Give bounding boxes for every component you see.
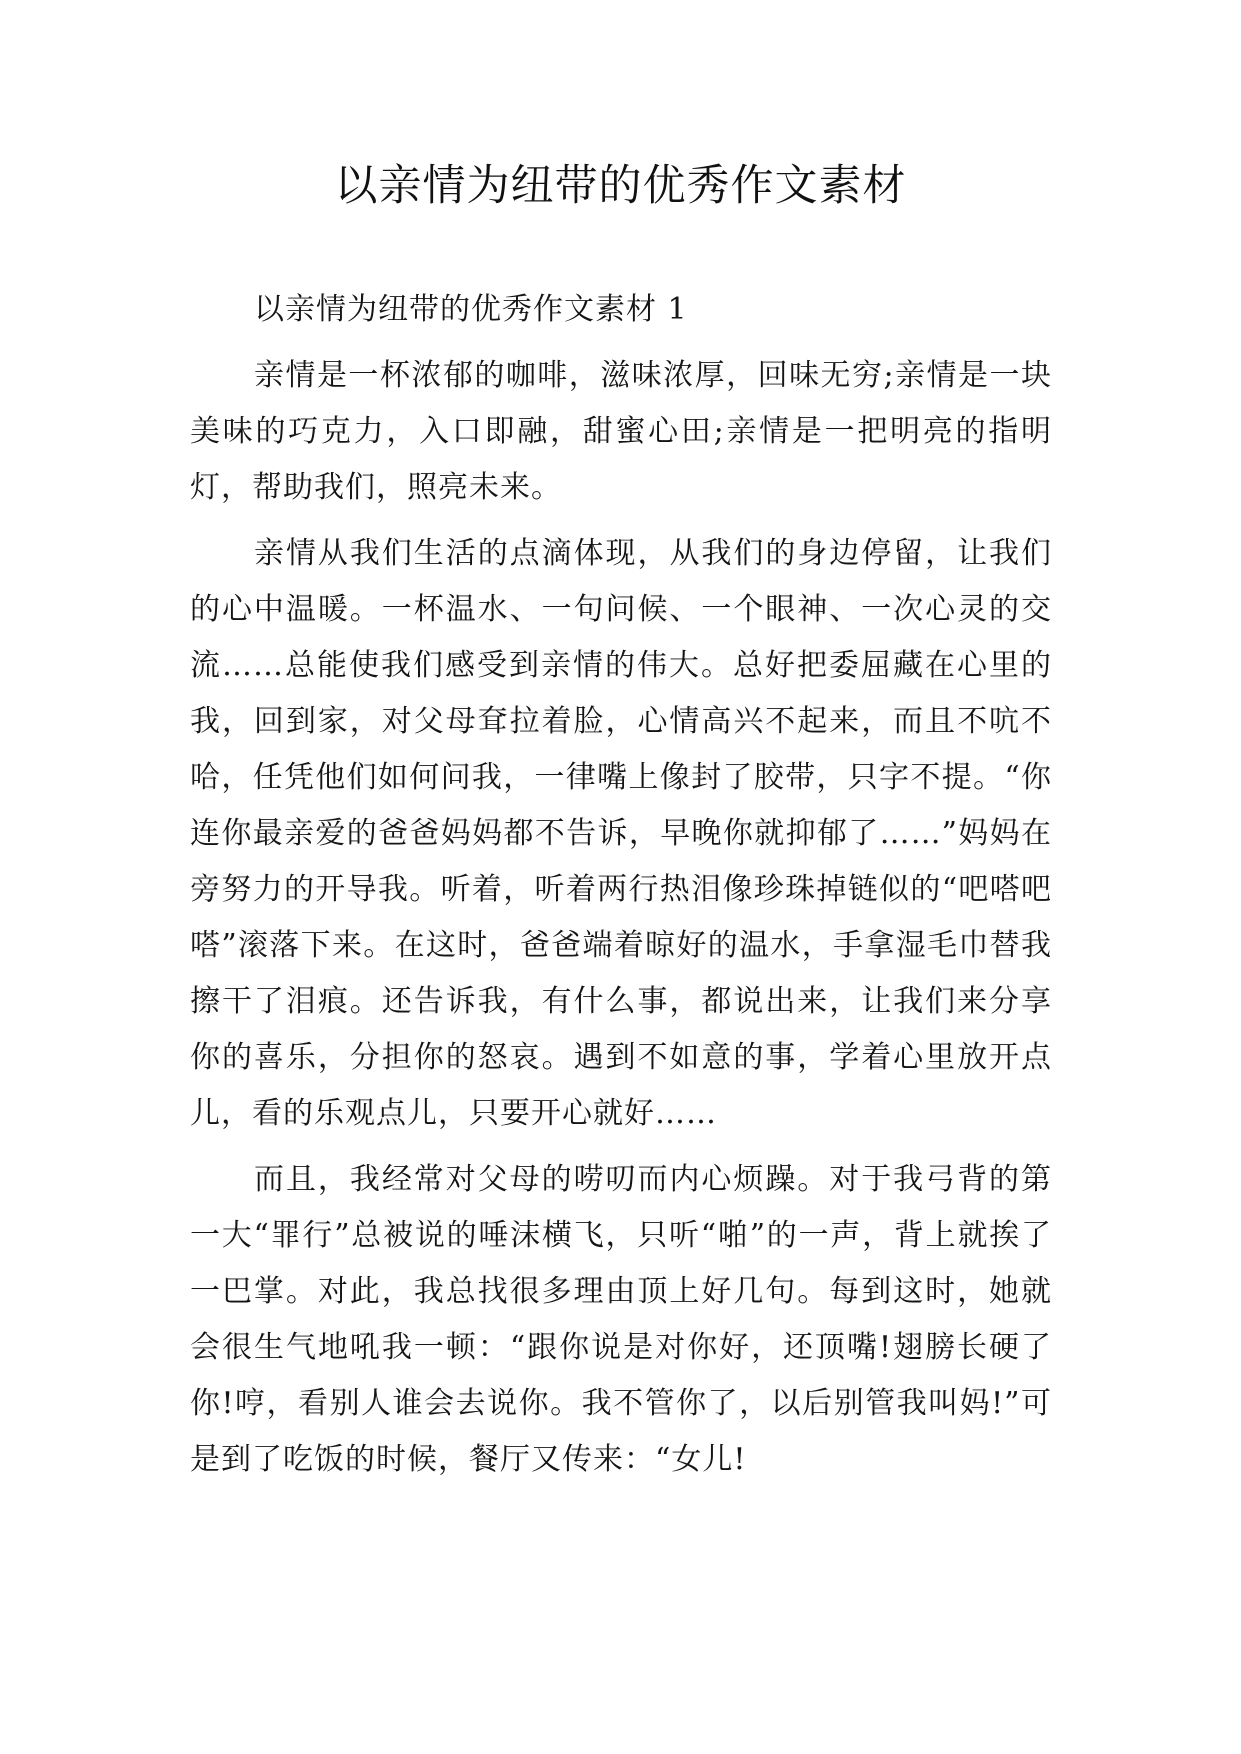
document-body [190,282,1052,1488]
paragraph-2: 亲情从我们生活的点滴体现，从我们的身边停留，让我们的心中温暖。一杯温水、一句问候、一个眼神、一次心灵的交流……总能使我们感受到亲情的伟大。总好把委屈藏在心里的我，回到家，对父母耷拉着脸，心情高兴不起来，而且不吭不哈，任凭他们如何问我，一律嘴上像封了胶带，只字不提。“你连你最亲爱的爸爸妈妈都不告诉，早晚你就抑郁了……”妈妈在旁努力的开导我。听着，听着两行热泪像珍珠掉链似的“吧嗒吧嗒”滚落下来。在这时，爸爸端着晾好的温水，手拿湿毛巾替我擦干了泪痕。还告诉我，有什么事，都说出来，让我们来分享你的喜乐，分担你的怒哀。遇到不如意的事，学着心里放开点儿，看的乐观点儿，只要开心就好…… [190,536,1052,1131]
paragraph-3: 而且，我经常对父母的唠叨而内心烦躁。对于我弓背的第一大“罪行”总被说的唾沫横飞，只听“啪”的一声，背上就挨了一巴掌。对此，我总找很多理由顶上好几句。每到这时，她就会很生气地吼我一顿：“跟你说是对你好，还顶嘴!翅膀长硬了你!哼，看别人谁会去说你。我不管你了，以后别管我叫妈!”可是到了吃饭的时候，餐厅又传来：“女儿! [190,1162,1052,1477]
paragraph-1: 亲情是一杯浓郁的咖啡，滋味浓厚，回味无穷;亲情是一块美味的巧克力，入口即融，甜蜜心田;亲情是一把明亮的指明灯，帮助我们，照亮未来。 [190,358,1052,505]
section-heading: 以亲情为纽带的优秀作文素材 1 [254,292,688,327]
document-title: 以亲情为纽带的优秀作文素材 [334,161,907,211]
